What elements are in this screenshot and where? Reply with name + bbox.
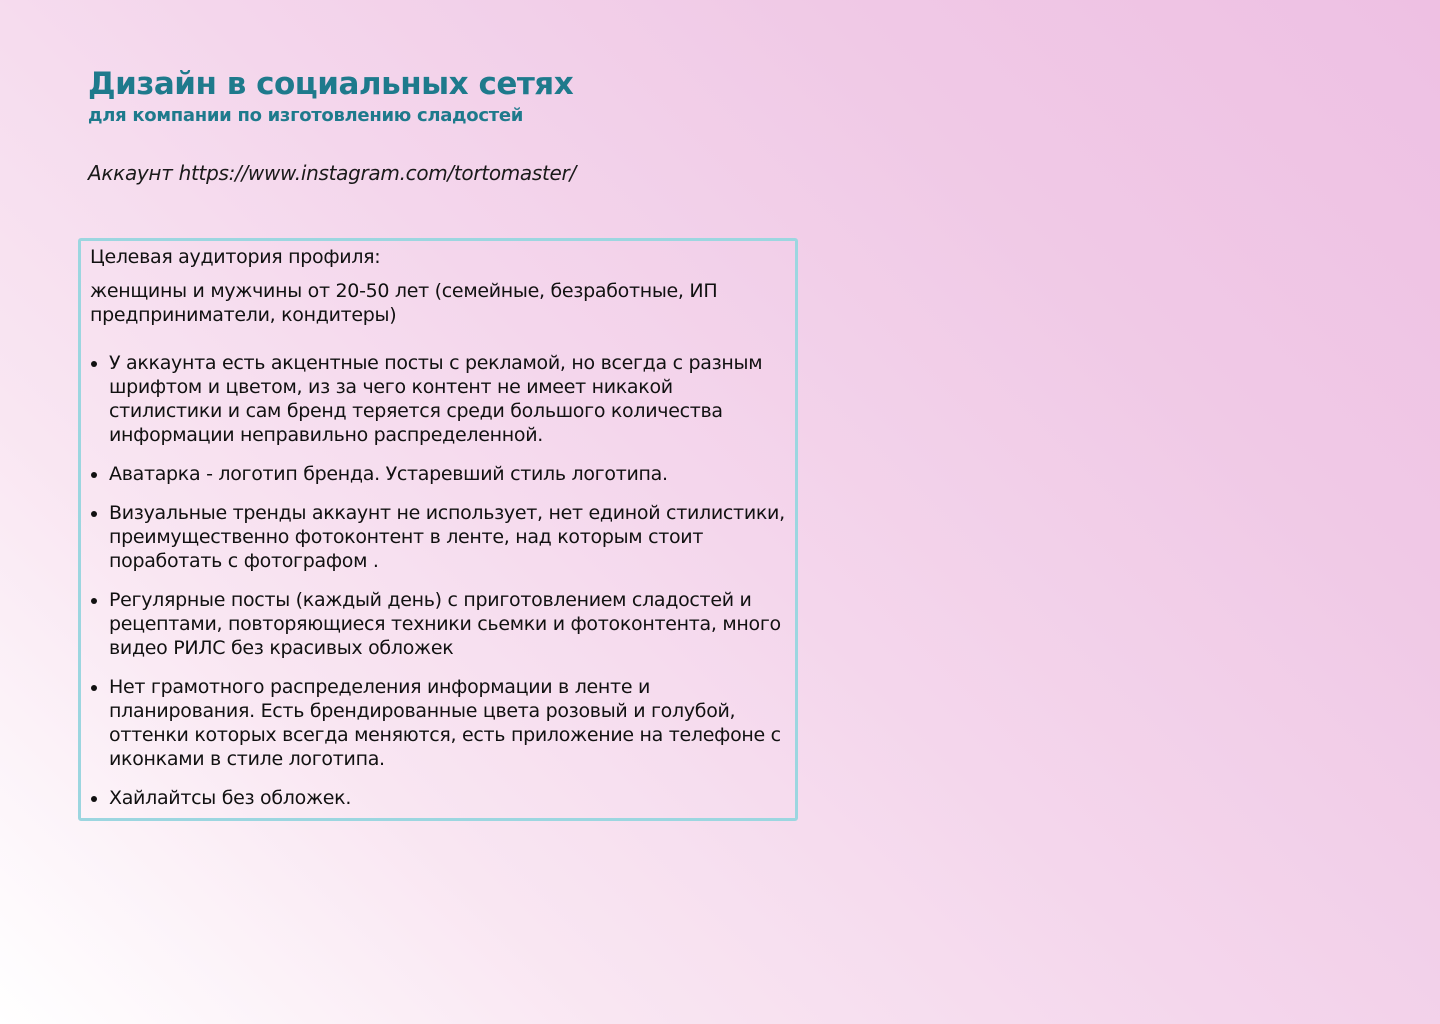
audience-text: женщины и мужчины от 20-50 лет (семейные, безработные, ИП предприниматели, кондитеры)	[90, 280, 718, 326]
audience-heading: Целевая аудитория профиля:	[90, 246, 381, 268]
page-title: Дизайн в социальных сетях	[88, 66, 574, 102]
list-item-text: Нет грамотного распределения информации в ленте и планирования. Есть брендированные цвета розовый и голубой, оттенки которых всегда меняются, есть приложение на телефоне с иконками в стиле логотипа.	[109, 676, 781, 770]
list-item-text: У аккаунта есть акцентные посты с рекламой, но всегда с разным шрифтом и цветом, из за чего контент не имеет никакой стилистики и сам бренд теряется среди большого количества информации неправильно распределенной.	[109, 352, 763, 446]
list-item	[90, 351, 785, 447]
list-item	[90, 462, 785, 486]
list-item-text: Визуальные тренды аккаунт не использует, нет единой стилистики, преимущественно фотоконтент в ленте, над которым стоит поработать с фотографом .	[109, 502, 785, 572]
bullet-icon	[91, 598, 97, 604]
bullet-icon	[91, 361, 97, 367]
list-item-text: Аватарка - логотип бренда. Устаревший стиль логотипа.	[109, 463, 668, 485]
bullet-icon	[91, 511, 97, 517]
page-subtitle: для компании по изготовлению сладостей	[88, 105, 524, 126]
bullet-icon	[91, 472, 97, 478]
list-item	[90, 588, 785, 660]
list-item	[90, 501, 785, 573]
list-item-text: Хайлайтсы без обложек.	[109, 787, 352, 809]
list-item	[90, 675, 785, 771]
list-item-text: Регулярные посты (каждый день) с приготовлением сладостей и рецептами, повторяющиеся техники сьемки и фотоконтента, много видео РИЛС без красивых обложек	[109, 589, 781, 659]
observations-list	[90, 351, 785, 810]
bullet-icon	[91, 685, 97, 691]
header	[88, 64, 788, 128]
bullet-icon	[91, 796, 97, 802]
account-link-text: Аккаунт https://www.instagram.com/tortomaster/	[88, 161, 576, 185]
audience-card	[78, 238, 798, 821]
list-item	[90, 786, 785, 810]
